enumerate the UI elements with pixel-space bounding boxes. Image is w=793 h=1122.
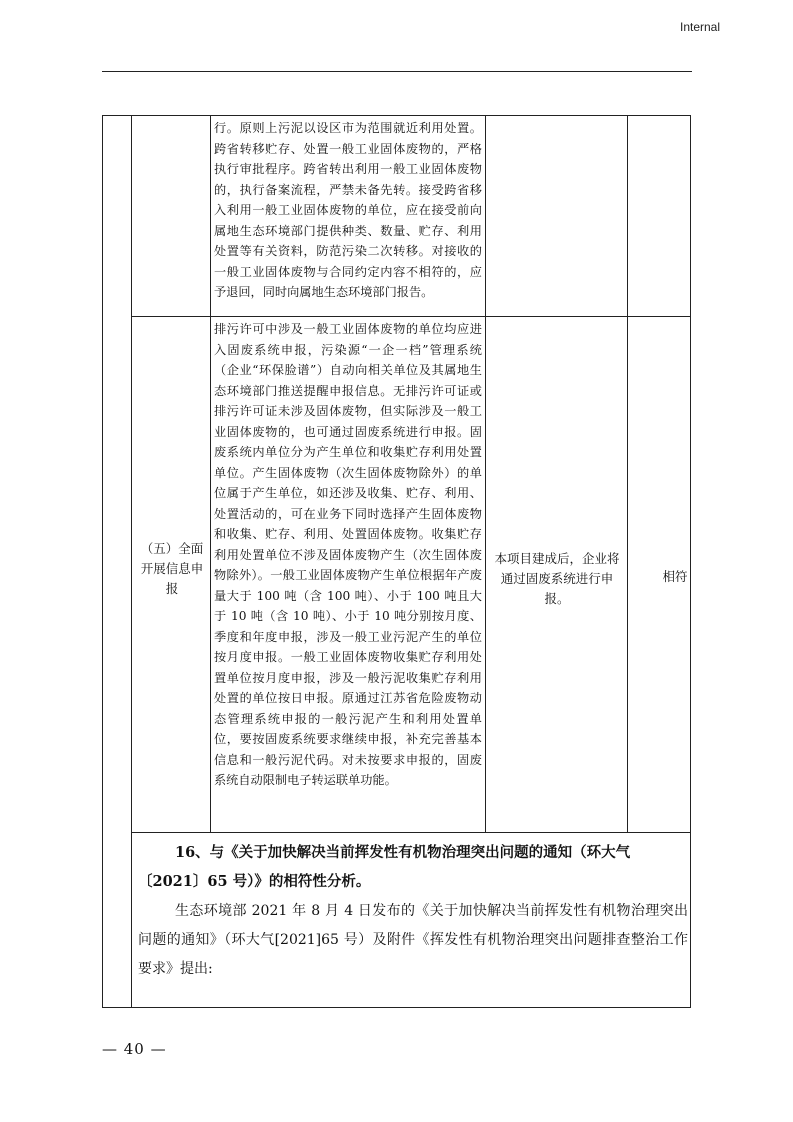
column-divider	[210, 317, 211, 832]
column-divider	[485, 317, 486, 832]
column-divider	[627, 317, 628, 832]
column-divider	[210, 116, 211, 316]
column-divider	[485, 116, 486, 316]
table-row	[132, 317, 690, 833]
project-assessment: 本项目建成后，企业将通过固废系统进行申报。	[494, 551, 620, 606]
requirement-item-title: （五）全面开展信息申报	[140, 541, 204, 596]
table-row	[132, 116, 690, 317]
header-rule	[102, 71, 692, 72]
content-column	[131, 116, 690, 1007]
classification-label: Internal	[680, 20, 721, 34]
conformity-status: 相符	[662, 569, 688, 584]
document-frame	[102, 115, 691, 1008]
section-paragraph: 生态环境部 2021 年 8 月 4 日发布的《关于加快解决当前挥发性有机物治理突出问题的通知》（环大气[2021]65 号）及附件《挥发性有机物治理突出问题排查整治工作要求》提出:	[138, 903, 688, 977]
requirement-text: 行。原则上污泥以设区市为范围就近利用处置。跨省转移贮存、处置一般工业固体废物的，严格执行审批程序。跨省转出利用一般工业固体废物的，执行备案流程，严禁未备先转。接受跨省移入利用一般工业固体废物的单位，应在接受前向属地生态环境部门提供种类、数量、贮存、利用处置等有关资料，防范污染二次转移。对接收的一般工业固体废物与合同约定内容不相符的，应予退回，同时向属地生态环境部门报告。	[214, 121, 482, 299]
requirement-text: 排污许可中涉及一般工业固体废物的单位均应进入固废系统申报，污染源“一企一档”管理系统（企业“环保脸谱”）自动向相关单位及其属地生态环境部门推送提醒申报信息。无排污许可证或排污许可证未涉及固体废物，但实际涉及一般工业固体废物的，也可通过固废系统进行申报。固废系统内单位分为产生单位和收集贮存利用处置单位。产生固体废物（次生固体废物除外）的单位属于产生单位，如还涉及收集、贮存、利用、处置活动的，可在业务下同时选择产生固体废物和收集、贮存、利用、处置固体废物。收集贮存利用处置单位不涉及固体废物产生（次生固体废物除外）。一般工业固体废物产生单位根据年产废量大于 100 吨（含 100 吨）、小于 100 吨且大于 10 吨（含 10 吨）、小于 10 吨分别按月度、季度和年度申报，涉及一般工业污泥产生的单位按月度申报。一般工业固体废物收集贮存利用处置单位按月度申报，涉及一般污泥收集贮存利用处置的单位按日申报。原通过江苏省危险废物动态管理系统申报的一般污泥产生和利用处置单位，要按固废系统要求继续申报，补充完善基本信息和一般污泥代码。对未按要求申报的，固废系统自动限制电子转运联单功能。	[214, 322, 482, 787]
page-number: — 40 —	[102, 1040, 167, 1058]
column-divider	[627, 116, 628, 316]
compliance-table	[132, 116, 690, 833]
section-heading: 16、与《关于加快解决当前挥发性有机物治理突出问题的通知（环大气〔2021〕65 号）》的相符性分析。	[138, 844, 631, 890]
